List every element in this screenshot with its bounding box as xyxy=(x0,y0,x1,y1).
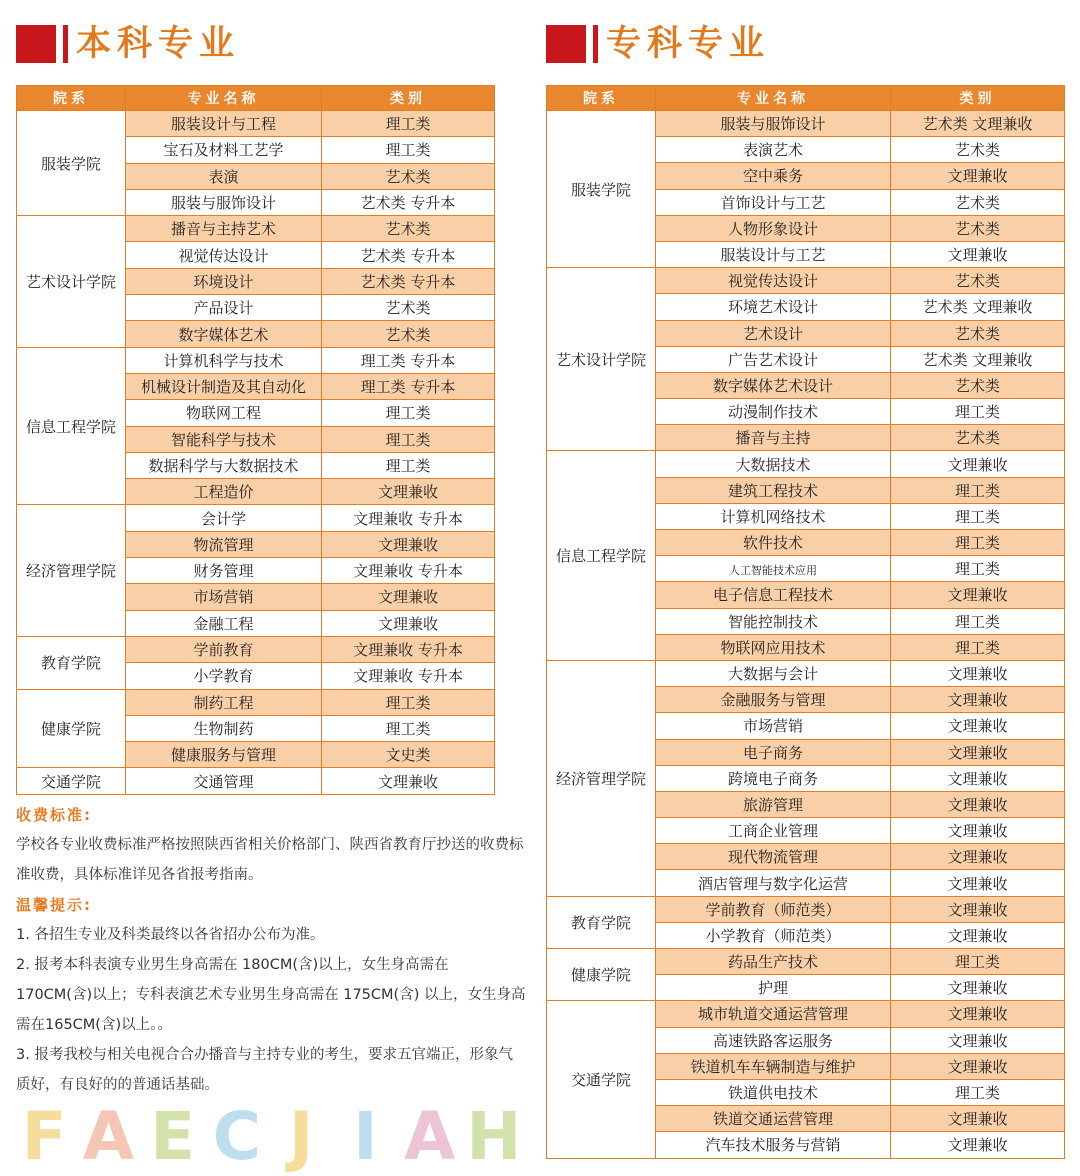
category-cell: 文理兼收 专升本 xyxy=(322,558,495,584)
major-cell: 学前教育 xyxy=(126,636,322,662)
header-college: 院系 xyxy=(547,86,656,111)
category-cell: 艺术类 文理兼收 xyxy=(891,111,1065,137)
category-cell: 艺术类 xyxy=(891,137,1065,163)
category-cell: 文理兼收 xyxy=(891,241,1065,267)
table-row xyxy=(17,216,495,242)
category-cell: 文理兼收 xyxy=(322,531,495,557)
category-cell: 艺术类 xyxy=(891,189,1065,215)
major-cell: 旅游管理 xyxy=(656,791,891,817)
college-cell: 教育学院 xyxy=(547,896,656,948)
category-cell: 文理兼收 xyxy=(891,163,1065,189)
category-cell: 文理兼收 xyxy=(891,660,1065,686)
category-cell: 文理兼收 xyxy=(891,739,1065,765)
decorative-letter: F xyxy=(21,1098,67,1175)
college-cell: 交通学院 xyxy=(547,1001,656,1158)
category-cell: 理工类 xyxy=(891,634,1065,660)
category-cell: 理工类 xyxy=(322,426,495,452)
category-cell: 理工类 专升本 xyxy=(322,347,495,373)
major-cell: 空中乘务 xyxy=(656,163,891,189)
college-cell: 信息工程学院 xyxy=(547,451,656,661)
table-row xyxy=(547,896,1065,922)
category-cell: 艺术类 文理兼收 xyxy=(891,346,1065,372)
major-cell: 首饰设计与工艺 xyxy=(656,189,891,215)
category-cell: 艺术类 xyxy=(891,425,1065,451)
major-cell: 服装设计与工程 xyxy=(126,111,322,137)
heading-square-icon xyxy=(546,25,586,63)
decorative-letter: E xyxy=(150,1098,196,1175)
category-cell: 艺术类 xyxy=(322,216,495,242)
category-cell: 理工类 xyxy=(891,503,1065,529)
decorative-letter: I xyxy=(353,1098,378,1175)
major-cell: 跨境电子商务 xyxy=(656,765,891,791)
category-cell: 艺术类 xyxy=(322,163,495,189)
major-cell: 机械设计制造及其自动化 xyxy=(126,373,322,399)
category-cell: 文史类 xyxy=(322,742,495,768)
table-row xyxy=(547,1001,1065,1027)
category-cell: 文理兼收 xyxy=(891,713,1065,739)
header-college: 院系 xyxy=(17,86,126,111)
major-cell: 数字媒体艺术设计 xyxy=(656,372,891,398)
tip-item: 2. 报考本科表演专业男生身高需在 180CM(含)以上，女生身高需在 170CM(含)以上；专科表演艺术专业男生身高需在 175CM(含) 以上，女生身高需在165CM(含)以上。。 xyxy=(16,957,526,1033)
major-cell: 服装与服饰设计 xyxy=(656,111,891,137)
major-cell: 宝石及材料工艺学 xyxy=(126,137,322,163)
category-cell: 艺术类 专升本 xyxy=(322,189,495,215)
table-row xyxy=(17,768,495,794)
undergrad-heading xyxy=(16,22,240,66)
decorative-letters xyxy=(14,1098,524,1175)
header-category: 类别 xyxy=(891,86,1065,111)
major-cell: 服装设计与工艺 xyxy=(656,241,891,267)
major-cell: 汽车技术服务与营销 xyxy=(656,1132,891,1158)
category-cell: 艺术类 xyxy=(322,295,495,321)
major-cell: 会计学 xyxy=(126,505,322,531)
college-cell: 经济管理学院 xyxy=(17,505,126,636)
major-cell: 生物制药 xyxy=(126,715,322,741)
table-row xyxy=(17,111,495,137)
major-cell: 学前教育（师范类） xyxy=(656,896,891,922)
category-cell: 艺术类 xyxy=(891,372,1065,398)
category-cell: 文理兼收 xyxy=(891,1053,1065,1079)
major-cell: 制药工程 xyxy=(126,689,322,715)
major-cell: 交通管理 xyxy=(126,768,322,794)
undergrad-title: 本科专业 xyxy=(76,24,241,64)
college-cell: 艺术设计学院 xyxy=(17,216,126,347)
tips-title: 温馨提示: xyxy=(16,896,92,914)
category-cell: 艺术类 xyxy=(891,215,1065,241)
category-cell: 理工类 xyxy=(891,949,1065,975)
major-cell: 智能科学与技术 xyxy=(126,426,322,452)
category-cell: 艺术类 专升本 xyxy=(322,268,495,294)
junior-title: 专科专业 xyxy=(606,24,771,64)
category-cell: 理工类 xyxy=(322,137,495,163)
major-cell: 财务管理 xyxy=(126,558,322,584)
heading-bar-icon xyxy=(593,25,598,63)
category-cell: 理工类 xyxy=(322,400,495,426)
category-cell: 文理兼收 xyxy=(891,765,1065,791)
category-cell: 文理兼收 xyxy=(322,768,495,794)
header-category: 类别 xyxy=(322,86,495,111)
table-row xyxy=(17,689,495,715)
major-cell: 工商企业管理 xyxy=(656,818,891,844)
major-cell: 护理 xyxy=(656,975,891,1001)
major-cell: 铁道交通运营管理 xyxy=(656,1106,891,1132)
major-cell: 电子商务 xyxy=(656,739,891,765)
major-cell: 表演 xyxy=(126,163,322,189)
fee-text: 学校各专业收费标准严格按照陕西省相关价格部门、陕西省教育厅抄送的收费标准收费，具体标准详见各省报考指南。 xyxy=(16,837,524,883)
undergrad-table xyxy=(16,85,495,795)
header-major: 专业名称 xyxy=(126,86,322,111)
heading-square-icon xyxy=(16,25,56,63)
table-row xyxy=(547,111,1065,137)
decorative-letter: C xyxy=(212,1098,262,1175)
major-cell: 工程造价 xyxy=(126,479,322,505)
category-cell: 文理兼收 xyxy=(891,451,1065,477)
category-cell: 文理兼收 xyxy=(891,687,1065,713)
category-cell: 文理兼收 xyxy=(891,1001,1065,1027)
major-cell: 金融服务与管理 xyxy=(656,687,891,713)
category-cell: 理工类 xyxy=(891,608,1065,634)
major-cell: 动漫制作技术 xyxy=(656,399,891,425)
major-cell: 智能控制技术 xyxy=(656,608,891,634)
category-cell: 理工类 xyxy=(891,1079,1065,1105)
decorative-letter: A xyxy=(404,1098,456,1175)
category-cell: 艺术类 xyxy=(891,268,1065,294)
decorative-letter: A xyxy=(82,1098,134,1175)
major-cell: 城市轨道交通运营管理 xyxy=(656,1001,891,1027)
major-cell: 播音与主持 xyxy=(656,425,891,451)
major-cell: 数字媒体艺术 xyxy=(126,321,322,347)
major-text: 人工智能技术应用 xyxy=(729,563,817,577)
category-cell: 文理兼收 xyxy=(891,975,1065,1001)
major-cell: 小学教育 xyxy=(126,663,322,689)
category-cell: 文理兼收 xyxy=(891,791,1065,817)
college-cell: 健康学院 xyxy=(17,689,126,768)
major-cell: 物联网工程 xyxy=(126,400,322,426)
major-cell: 广告艺术设计 xyxy=(656,346,891,372)
major-cell: 金融工程 xyxy=(126,610,322,636)
table-row xyxy=(547,451,1065,477)
major-cell: 酒店管理与数字化运营 xyxy=(656,870,891,896)
category-cell: 文理兼收 专升本 xyxy=(322,636,495,662)
table-row xyxy=(17,505,495,531)
major-cell: 健康服务与管理 xyxy=(126,742,322,768)
major-cell: 现代物流管理 xyxy=(656,844,891,870)
major-cell: 物联网应用技术 xyxy=(656,634,891,660)
major-cell xyxy=(656,556,891,582)
category-cell: 理工类 xyxy=(891,399,1065,425)
category-cell: 理工类 xyxy=(322,452,495,478)
category-cell: 文理兼收 xyxy=(891,870,1065,896)
category-cell: 理工类 xyxy=(891,477,1065,503)
major-cell: 艺术设计 xyxy=(656,320,891,346)
table-row xyxy=(547,268,1065,294)
college-cell: 教育学院 xyxy=(17,636,126,689)
category-cell: 理工类 xyxy=(322,689,495,715)
category-cell: 文理兼收 xyxy=(891,844,1065,870)
college-cell: 信息工程学院 xyxy=(17,347,126,505)
junior-heading xyxy=(546,22,770,66)
table-row xyxy=(547,660,1065,686)
major-cell: 服装与服饰设计 xyxy=(126,189,322,215)
table-row xyxy=(17,347,495,373)
junior-table xyxy=(546,85,1065,1159)
category-cell: 理工类 xyxy=(322,715,495,741)
header-major: 专业名称 xyxy=(656,86,891,111)
college-cell: 健康学院 xyxy=(547,949,656,1001)
category-cell: 艺术类 xyxy=(891,320,1065,346)
major-cell: 物流管理 xyxy=(126,531,322,557)
major-cell: 高速铁路客运服务 xyxy=(656,1027,891,1053)
category-cell: 艺术类 专升本 xyxy=(322,242,495,268)
major-cell: 播音与主持艺术 xyxy=(126,216,322,242)
tip-item: 3. 报考我校与相关电视合合办播音与主持专业的考生，要求五官端正，形象气质好，有良好的的普通话基础。 xyxy=(16,1047,513,1093)
tip-item: 1. 各招生专业及科类最终以各省招办公布为准。 xyxy=(16,927,325,943)
major-cell: 药品生产技术 xyxy=(656,949,891,975)
category-cell: 文理兼收 xyxy=(322,584,495,610)
category-cell: 理工类 xyxy=(322,111,495,137)
category-cell: 艺术类 xyxy=(322,321,495,347)
major-cell: 人物形象设计 xyxy=(656,215,891,241)
major-cell: 电子信息工程技术 xyxy=(656,582,891,608)
college-cell: 交通学院 xyxy=(17,768,126,794)
category-cell: 文理兼收 专升本 xyxy=(322,505,495,531)
major-cell: 数据科学与大数据技术 xyxy=(126,452,322,478)
category-cell: 理工类 专升本 xyxy=(322,373,495,399)
fee-title: 收费标准: xyxy=(16,806,92,824)
heading-bar-icon xyxy=(63,25,68,63)
category-cell: 文理兼收 xyxy=(891,818,1065,844)
major-cell: 软件技术 xyxy=(656,530,891,556)
major-cell: 产品设计 xyxy=(126,295,322,321)
decorative-letter: J xyxy=(288,1098,314,1175)
major-cell: 环境设计 xyxy=(126,268,322,294)
major-cell: 铁道供电技术 xyxy=(656,1079,891,1105)
major-cell: 市场营销 xyxy=(656,713,891,739)
major-cell: 大数据技术 xyxy=(656,451,891,477)
category-cell: 文理兼收 专升本 xyxy=(322,663,495,689)
major-cell: 建筑工程技术 xyxy=(656,477,891,503)
major-cell: 表演艺术 xyxy=(656,137,891,163)
table-row xyxy=(17,636,495,662)
major-cell: 铁道机车车辆制造与维护 xyxy=(656,1053,891,1079)
category-cell: 理工类 xyxy=(891,556,1065,582)
major-cell: 大数据与会计 xyxy=(656,660,891,686)
category-cell: 文理兼收 xyxy=(891,1106,1065,1132)
major-cell: 环境艺术设计 xyxy=(656,294,891,320)
category-cell: 文理兼收 xyxy=(322,610,495,636)
college-cell: 服装学院 xyxy=(17,111,126,216)
major-cell: 视觉传达设计 xyxy=(126,242,322,268)
category-cell: 文理兼收 xyxy=(891,1027,1065,1053)
major-cell: 小学教育（师范类） xyxy=(656,922,891,948)
table-row xyxy=(547,949,1065,975)
category-cell: 文理兼收 xyxy=(322,479,495,505)
college-cell: 艺术设计学院 xyxy=(547,268,656,451)
notes-section xyxy=(16,800,526,1100)
category-cell: 文理兼收 xyxy=(891,896,1065,922)
category-cell: 文理兼收 xyxy=(891,1132,1065,1158)
category-cell: 艺术类 文理兼收 xyxy=(891,294,1065,320)
major-cell: 计算机网络技术 xyxy=(656,503,891,529)
college-cell: 经济管理学院 xyxy=(547,660,656,896)
major-cell: 计算机科学与技术 xyxy=(126,347,322,373)
category-cell: 理工类 xyxy=(891,530,1065,556)
category-cell: 文理兼收 xyxy=(891,582,1065,608)
category-cell: 文理兼收 xyxy=(891,922,1065,948)
college-cell: 服装学院 xyxy=(547,111,656,268)
major-cell: 市场营销 xyxy=(126,584,322,610)
major-cell: 视觉传达设计 xyxy=(656,268,891,294)
decorative-letter: H xyxy=(466,1098,522,1175)
